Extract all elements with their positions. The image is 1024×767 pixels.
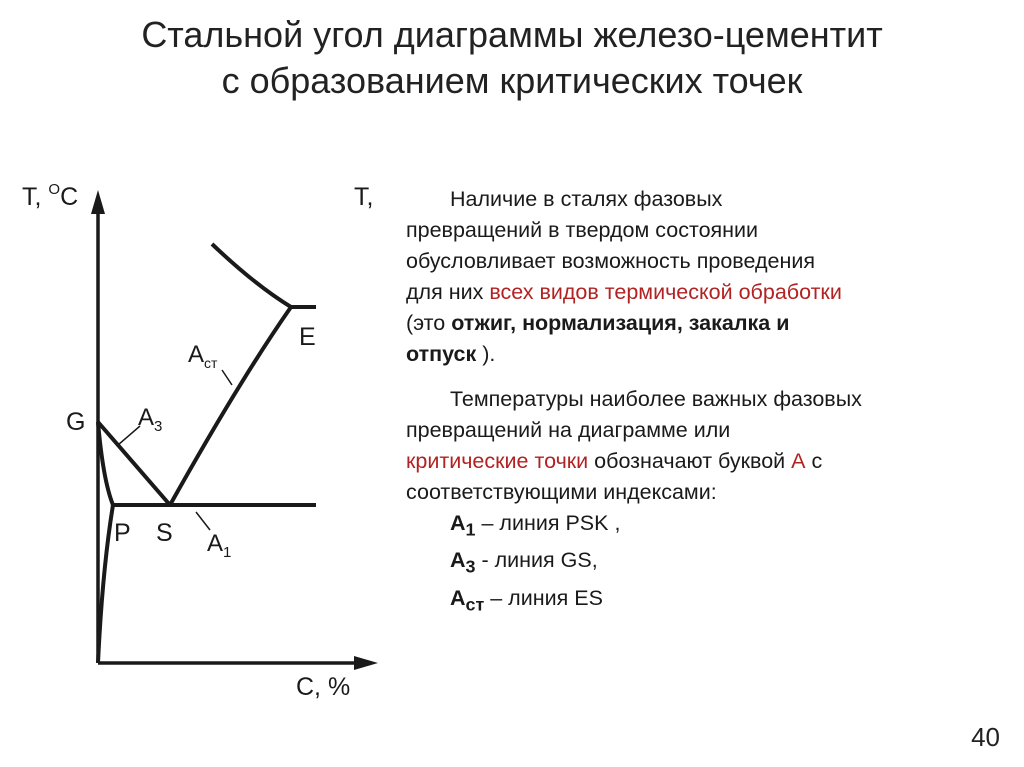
slide-title	[0, 12, 1024, 104]
critical-points-highlight: критические точки	[406, 449, 589, 473]
heat-treatment-highlight: всех видов термической обработки	[489, 280, 842, 304]
right-axis-label: T,	[354, 183, 374, 211]
point-label-s: S	[156, 519, 173, 547]
page-number: 40	[971, 722, 1000, 752]
x-axis-label: C, %	[296, 673, 351, 701]
list-item-acm: $А_{ст}$ – линия ES	[450, 585, 603, 614]
line-es-acm	[170, 307, 291, 505]
p2-line-4: соответствующими индексами:	[406, 480, 717, 504]
carbon-axis-arrow	[354, 656, 378, 670]
p2-line-3: критические точки обозначают буквой А с	[406, 449, 823, 473]
curve-label-a3: $A_3$	[138, 404, 163, 435]
line-liquidus	[212, 244, 291, 307]
p1-line-1: Наличие в сталях фазовых	[450, 187, 723, 211]
list-item-a1: $А_1$ – линия PSK ,	[450, 511, 621, 540]
p2-line-2: превращений на диаграмме или	[406, 418, 731, 442]
temperature-axis-arrow	[91, 190, 105, 214]
title-line-1: Стальной угол диаграммы железо-цементит	[141, 14, 883, 55]
p1-line-2: превращений в твердом состоянии	[406, 218, 759, 242]
line-pq	[98, 505, 113, 663]
curve-label-a1: $A_1$	[207, 530, 232, 561]
p1-line-4: для них всех видов термической обработки	[406, 280, 842, 304]
p1-line-6: отпуск ).	[406, 342, 496, 366]
title-line-2: с образованием критических точек	[221, 60, 803, 101]
p1-line-5: (это отжиг, нормализация, закалка и	[406, 311, 790, 335]
explanation-text	[406, 184, 1006, 620]
p1-line-3: обусловливает возможность проведения	[406, 249, 815, 273]
leader-acm	[222, 370, 232, 385]
curve-label-acm: $A_{ст}$	[188, 341, 218, 371]
list-item-a3: $А_3$ - линия GS,	[450, 548, 598, 577]
point-label-p: P	[114, 519, 131, 547]
leader-a1	[196, 512, 210, 530]
point-label-e: E	[299, 323, 316, 351]
y-axis-label: T, $^O$C	[22, 181, 79, 211]
iron-carbon-steel-corner-diagram	[0, 160, 400, 720]
leader-a3	[118, 426, 140, 445]
point-label-g: G	[66, 408, 86, 436]
p2-line-1: Температуры наиболее важных фазовых	[450, 387, 862, 411]
